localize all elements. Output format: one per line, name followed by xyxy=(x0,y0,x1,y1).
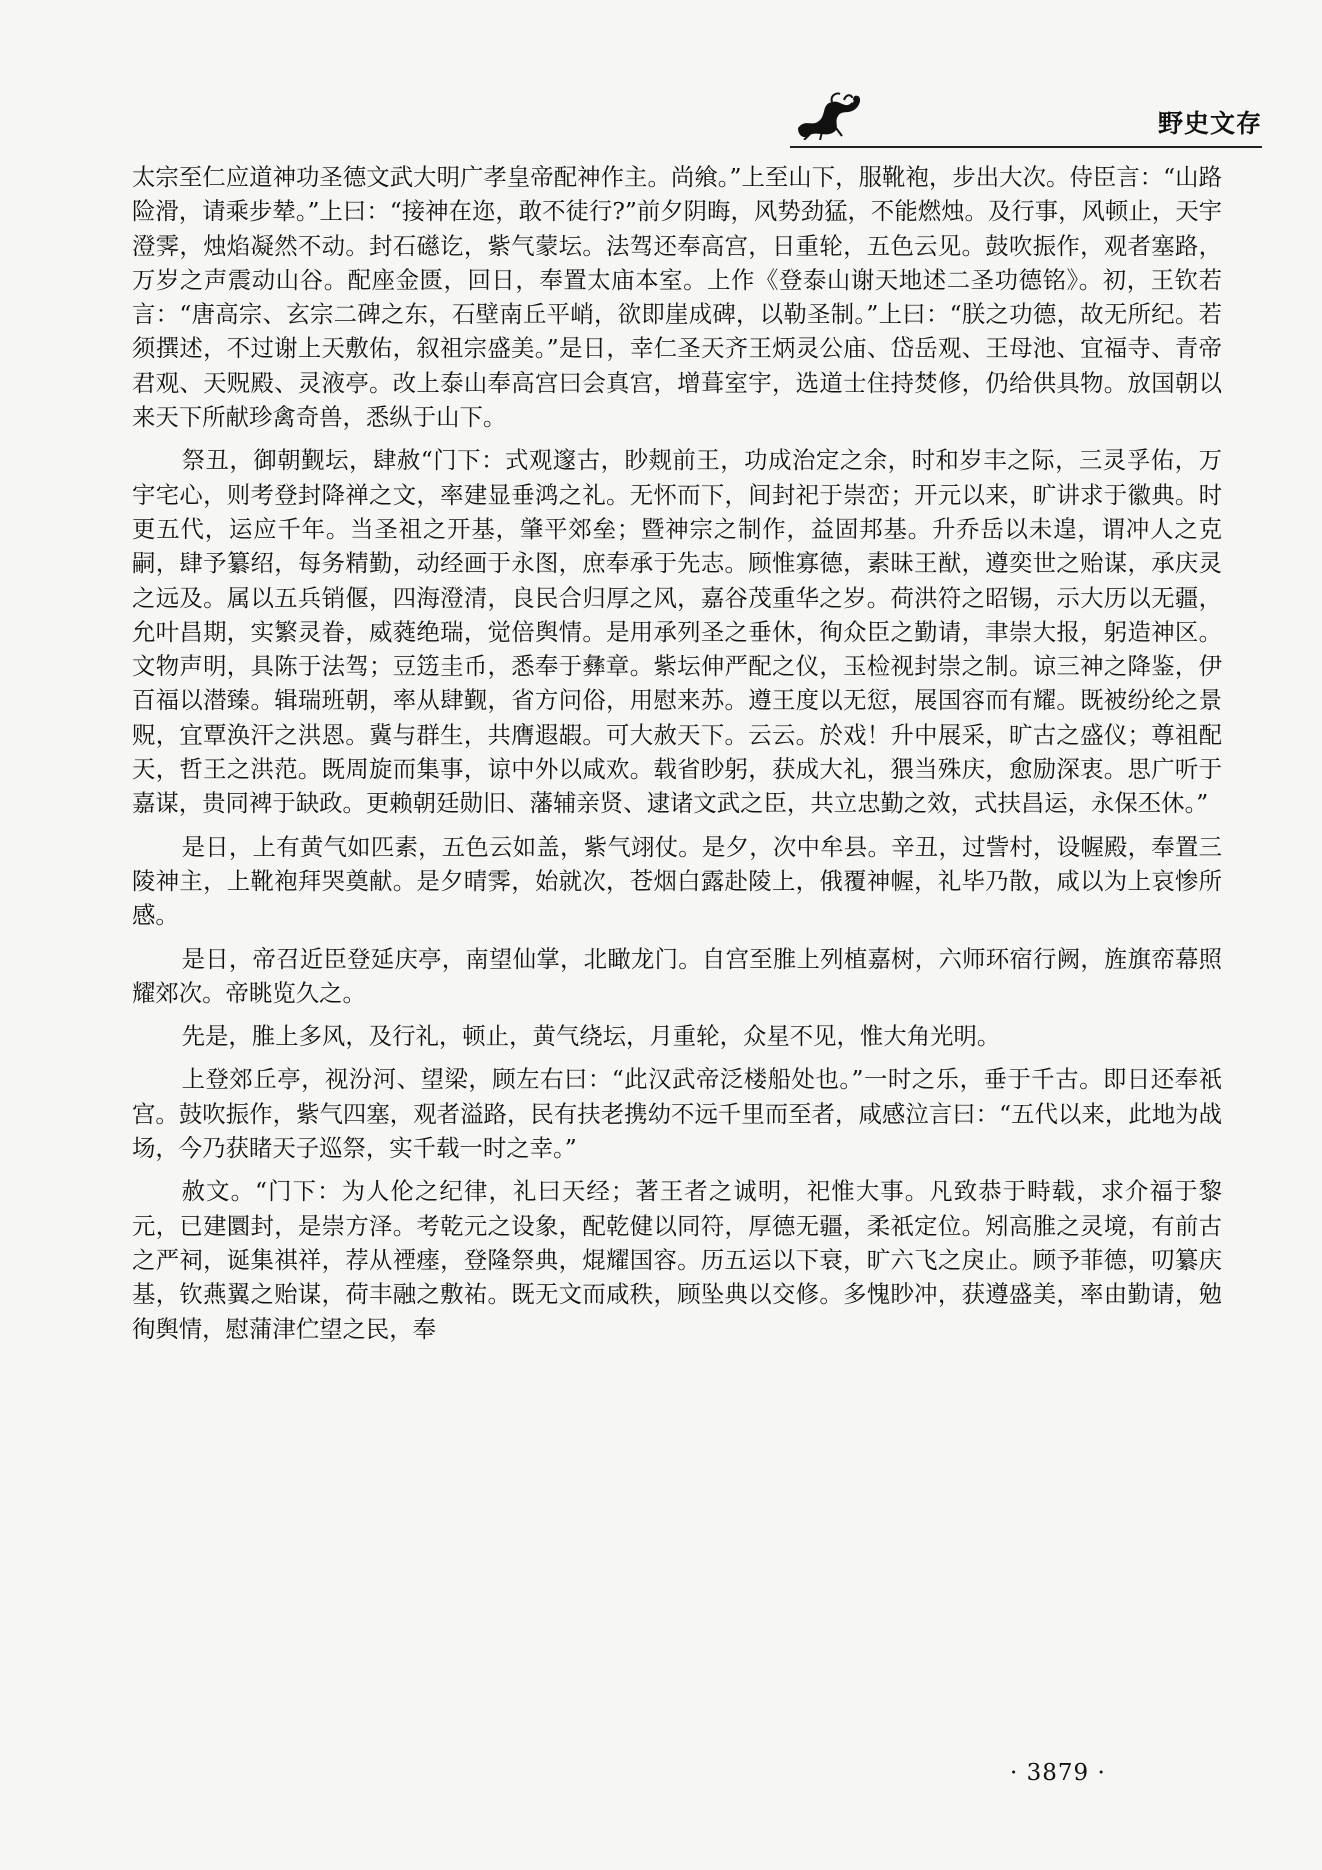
dragon-emblem-icon xyxy=(792,88,864,140)
running-header xyxy=(790,82,1262,148)
paragraph: 太宗至仁应道神功圣德文武大明广孝皇帝配神作主。尚飨。”上至山下，服靴袍，步出大次。侍臣言：“山路险滑，请乘步辇。”上曰：“接神在迩，敢不徒行?”前夕阴晦，风势劲猛，不能燃烛。及行事，风顿止，天宇澄霁，烛焰凝然不动。封石礠讫，紫气蒙坛。法驾还奉高宫，日重轮，五色云见。鼓吹振作，观者塞路，万岁之声震动山谷。配座金匮，回日，奉置太庙本室。上作《登泰山谢天地述二圣功德铭》。初，王钦若言：“唐高宗、玄宗二碑之东，石壁南丘平峭，欲即崖成碑，以勒圣制。”上曰：“朕之功德，故无所纪。若须撰述，不过谢上天敷佑，叙祖宗盛美。”是日，幸仁圣天齐王炳灵公庙、岱岳观、王母池、宜福寺、青帝君观、天贶殿、灵液亭。改上泰山奉高宫曰会真宫，增葺室宇，选道士住持焚修，仍给供具物。放国朝以来天下所献珍禽奇兽，悉纵于山下。 xyxy=(132,163,1222,432)
running-title: 野史文存 xyxy=(1157,109,1262,138)
body-text xyxy=(132,160,1222,1355)
paragraph: 祭丑，御朝觐坛，肆赦“门下：式观邃古，眇觌前王，功成治定之余，时和岁丰之际，三灵孚佑，万宇宅心，则考登封降禅之文，率建显垂鸿之礼。无怀而下，间封祀于崇峦；开元以来，旷讲求于徽典。时更五代，运应千年。当圣祖之开基，肇平郊垒；暨神宗之制作，益固邦基。升乔岳以未遑，谓冲人之克嗣，肆予纂绍，每务精勤，动经画于永图，庶奉承于先志。顾惟寡德，素昧王猷，遵奕世之贻谋，承庆灵之远及。属以五兵销偃，四海澄清，良民合归厚之风，嘉谷茂重华之岁。荷洪符之昭锡，示大历以无疆，允叶昌期，实繁灵眷，威蕤绝瑞，觉倍舆情。是用承列圣之垂休，徇众臣之勤请，聿崇大报，躬造神区。文物声明，具陈于法驾；豆笾圭币，悉奉于彝章。紫坛伸严配之仪，玉检视封崇之制。谅三神之降鉴，伊百福以潜臻。辑瑞班朝，率从肆觐，省方问俗，用慰来苏。遵王度以无愆，展国容而有耀。既被纷纶之景贶，宜覃涣汗之洪恩。冀与群生，共膺遐嘏。可大赦天下。云云。於戏！升中展采，旷古之盛仪；尊祖配天，哲王之洪范。既周旋而集事，谅中外以咸欢。载省眇躬，获成大礼，猥当殊庆，愈励深衷。思广听于嘉谋，贵同裨于缺政。更赖朝廷勋旧、藩辅亲贤、逮诸文武之臣，共立忠勤之效，式扶昌运，永保丕休。” xyxy=(132,446,1222,818)
paragraph: 是日，上有黄气如匹素，五色云如盖，紫气翊仗。是夕，次中牟县。辛丑，过訾村，设幄殿，奉置三陵神主，上靴袍拜哭奠献。是夕晴霁，始就次，苍烟白露赴陵上，俄覆神幄，礼毕乃散，咸以为上哀惨所感。 xyxy=(132,832,1222,930)
header-rule xyxy=(790,146,1262,148)
paragraph: 上登郊丘亭，视汾河、望梁，顾左右曰：“此汉武帝泛楼船处也。”一时之乐，垂于千古。即日还奉祇宫。鼓吹振作，紫气四塞，观者溢路，民有扶老携幼不远千里而至者，咸感泣言曰：“五代以来，此地为战场，今乃获睹天子巡祭，实千载一时之幸。” xyxy=(132,1065,1222,1163)
paragraph: 是日，帝召近臣登延庆亭，南望仙掌，北瞰龙门。自宫至脽上列植嘉树，六师环宿行阙，旌旗帟幕照耀郊次。帝眺览久之。 xyxy=(132,944,1222,1007)
page-number: · 3879 · xyxy=(1010,1760,1106,1786)
paragraph: 赦文。“门下：为人伦之纪律，礼曰天经；著王者之诚明，祀惟大事。凡致恭于畤载，求介福于黎元，已建圜封，是崇方泽。考乾元之设象，配乾健以同符，厚德无疆，柔祇定位。矧高脽之灵境，有前古之严祠，诞集祺祥，荐从禋瘗，登隆祭典，焜耀国容。历五运以下衰，旷六飞之戾止。顾予菲德，叨纂庆基，钦燕翼之贻谋，荷丰融之敷祐。既无文而咸秩，顾坠典以交修。多愧眇冲，获遵盛美，率由勤请，勉徇舆情，慰蒲津伫望之民，奉 xyxy=(132,1177,1222,1343)
paragraph: 先是，脽上多风，及行礼，顿止，黄气绕坛，月重轮，众星不见，惟大角光明。 xyxy=(181,1022,1001,1051)
